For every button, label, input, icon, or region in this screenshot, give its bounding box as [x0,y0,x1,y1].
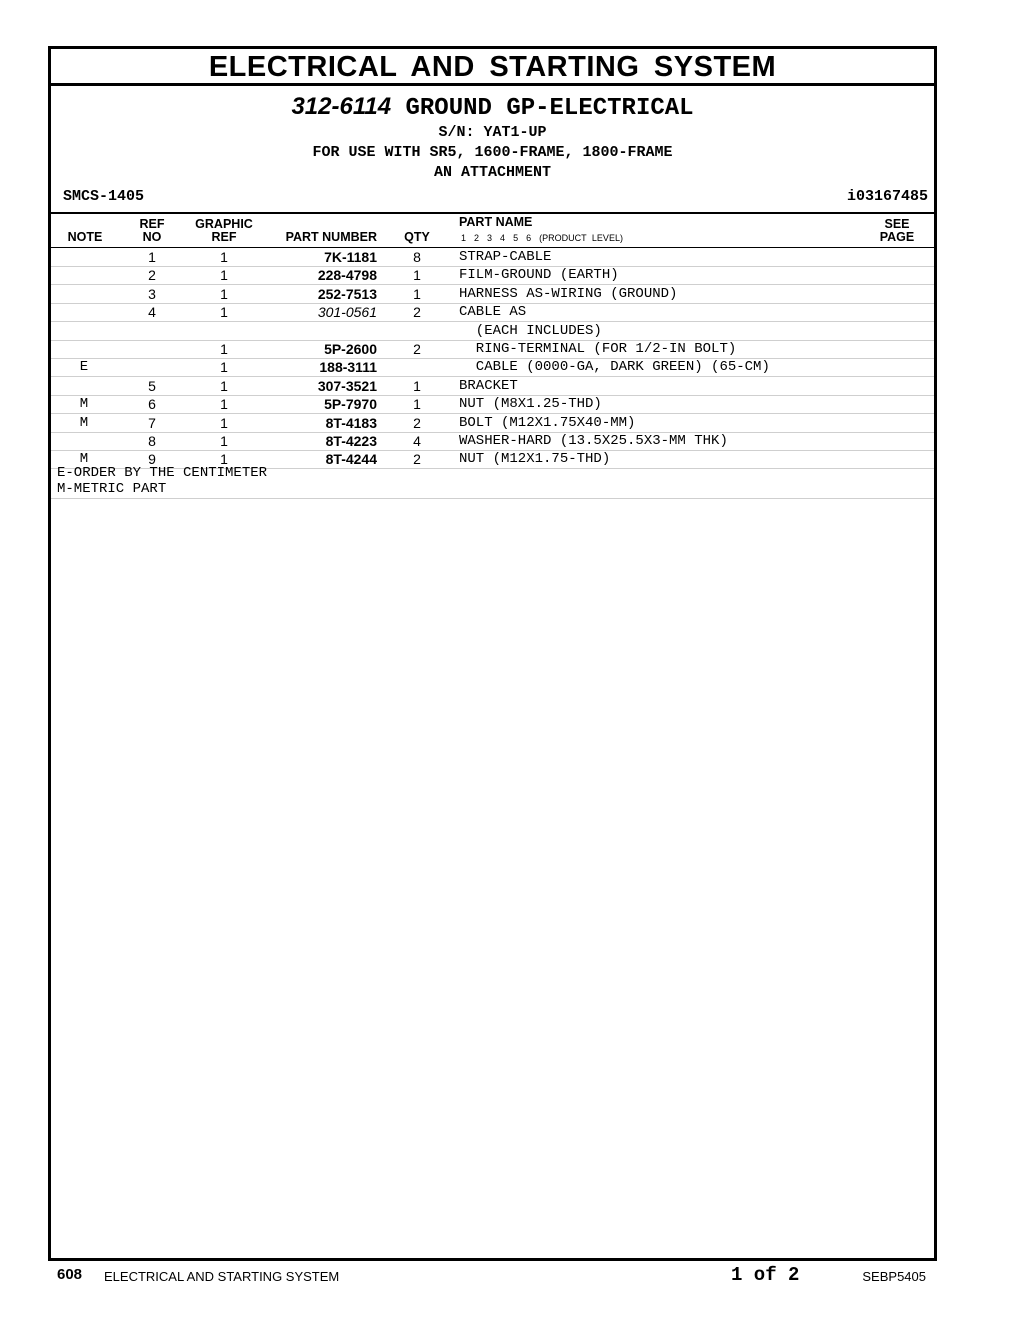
qty-cell: 1 [413,285,421,302]
part-name-cell: BOLT (M12X1.75X40-MM) [459,414,636,431]
footnote-m: M-METRIC PART [57,481,167,497]
part-name-cell: FILM-GROUND (EARTH) [459,267,619,284]
group-title [51,93,934,123]
qty-cell: 2 [413,341,421,357]
table-row [51,285,934,304]
col-ref-header-bottom: NO [142,230,162,244]
footer-sheet: 1 of 2 [731,1264,800,1286]
illustration-id: i03167485 [846,188,928,205]
footer-section: ELECTRICAL AND STARTING SYSTEM [104,1269,340,1284]
qty-cell: 1 [413,267,421,284]
ref-no-cell: 8 [148,433,156,449]
table-row [51,322,934,341]
table-row [51,395,934,414]
graphic-ref-cell: 1 [220,267,228,284]
table-row [51,358,934,377]
graphic-ref-cell: 1 [220,396,228,413]
part-number-cell[interactable]: 228-4798 [317,267,377,284]
graphic-ref-cell: 1 [220,377,228,394]
qty-cell: 2 [413,451,421,468]
note-cell: E [79,359,89,376]
table-row [51,303,934,322]
col-ref-header-top: REF [139,217,165,231]
ref-no-cell: 6 [148,396,156,413]
col-part-number-header: PART NUMBER [285,230,377,244]
col-qty-header: QTY [404,230,430,244]
col-graphic-header-top: GRAPHIC [195,217,253,231]
col-part-name-header: PART NAME [459,215,533,229]
part-number-cell[interactable]: 5P-7970 [324,396,377,413]
part-number-cell[interactable]: 252-7513 [317,285,377,302]
header-rule [51,212,934,214]
product-level-2: 2 [474,233,480,243]
graphic-ref-cell: 1 [220,285,228,302]
product-level-label: (PRODUCT LEVEL) [539,233,623,243]
footnotes [57,465,267,497]
qty-cell: 4 [413,433,421,449]
attachment-line: AN ATTACHMENT [433,164,552,181]
footer-page-number: 608 [57,1266,83,1283]
part-number-cell[interactable]: 8T-4244 [325,451,377,468]
group-number: 312-6114 [291,93,392,120]
col-see-header-top: SEE [884,217,910,231]
page-frame [48,46,937,1261]
ref-no-cell: 4 [148,304,156,321]
footnote-e: E-ORDER BY THE CENTIMETER [57,465,268,481]
qty-cell: 2 [413,304,421,321]
ref-no-cell: 7 [148,414,156,431]
product-level-6: 6 [526,233,532,243]
table-row [51,432,934,451]
note-cell: M [79,396,89,413]
col-see-header-bottom: PAGE [879,230,915,244]
part-name-cell: STRAP-CABLE [459,249,552,265]
part-number-cell[interactable]: 5P-2600 [324,341,377,357]
table-row [51,340,934,359]
usage-line: FOR USE WITH SR5, 1600-FRAME, 1800-FRAME [312,144,673,161]
serial-range: S/N: YAT1-UP [438,124,547,141]
part-number-cell[interactable]: 188-3111 [319,359,377,376]
graphic-ref-cell: 1 [220,249,228,265]
graphic-ref-cell: 1 [220,304,228,321]
note-cell: M [79,414,89,431]
graphic-ref-cell: 1 [220,451,228,468]
ref-no-cell: 5 [148,377,156,394]
part-name-cell: (EACH INCLUDES) [459,322,602,339]
part-number-cell[interactable]: 8T-4183 [325,414,377,431]
smcs-code: SMCS-1405 [63,188,145,205]
note-cell: M [79,451,89,468]
table-row [51,248,934,267]
table-row [51,377,934,396]
ref-no-cell: 9 [148,451,156,468]
product-level-5: 5 [513,233,519,243]
part-name-cell: CABLE AS [459,304,527,321]
footnote-rule [51,498,934,499]
col-graphic-header-bottom: REF [211,230,237,244]
col-note-header: NOTE [67,230,103,244]
product-level-1: 1 [461,233,467,243]
qty-cell: 8 [413,249,421,265]
graphic-ref-cell: 1 [220,433,228,449]
part-number-cell[interactable]: 7K-1181 [324,249,377,265]
part-name-cell: WASHER-HARD (13.5X25.5X3-MM THK) [459,433,728,449]
ref-no-cell: 1 [148,249,156,265]
graphic-ref-cell: 1 [220,359,228,376]
group-name: GROUND GP-ELECTRICAL [405,95,694,122]
table-row [51,266,934,285]
part-name-cell: BRACKET [459,377,518,394]
part-name-cell: NUT (M8X1.25-THD) [459,396,602,413]
part-number-cell[interactable]: 307-3521 [317,377,377,394]
table-row [51,414,934,433]
part-name-cell: HARNESS AS-WIRING (GROUND) [459,285,678,302]
system-title: ELECTRICAL AND STARTING SYSTEM [51,49,934,86]
product-level-4: 4 [500,233,506,243]
ref-no-cell: 2 [148,267,156,284]
product-level-3: 3 [487,233,493,243]
part-name-cell: NUT (M12X1.75-THD) [459,451,611,468]
ref-no-cell: 3 [148,285,156,302]
graphic-ref-cell: 1 [220,414,228,431]
part-name-cell: RING-TERMINAL (FOR 1/2-IN BOLT) [459,341,737,357]
qty-cell: 1 [413,396,421,413]
product-level-scale [461,233,631,243]
qty-cell: 1 [413,377,421,394]
part-number-cell[interactable]: 301-0561 [317,304,377,321]
part-number-cell[interactable]: 8T-4223 [325,433,377,449]
footer-publication: SEBP5405 [862,1269,926,1284]
graphic-ref-cell: 1 [220,341,228,357]
part-name-cell: CABLE (0000-GA, DARK GREEN) (65-CM) [459,359,770,376]
qty-cell: 2 [413,414,421,431]
